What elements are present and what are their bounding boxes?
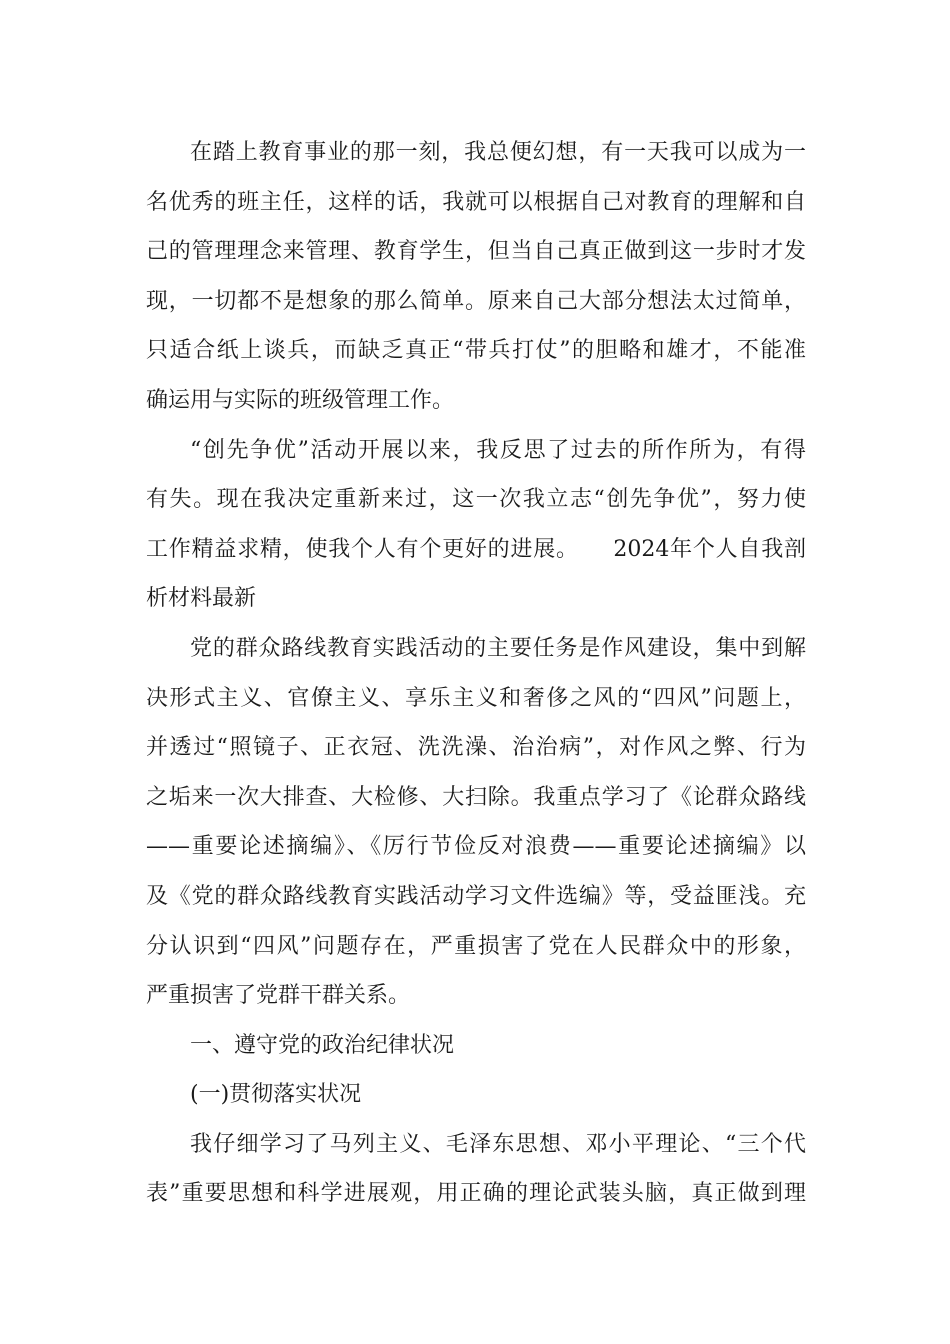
text-line: 确运用与实际的班级管理工作。 xyxy=(146,387,455,413)
document-body xyxy=(146,128,806,1219)
paragraph-2 xyxy=(146,426,806,624)
text-line: 并透过“照镜子、正衣冠、洗洗澡、治治病”，对作风之弊、行为 xyxy=(146,735,806,761)
heading-line: 一、遵守党的政治纪律状况 xyxy=(190,1032,455,1058)
text-line: ——重要论述摘编》、《厉行节俭反对浪费——重要论述摘编》以 xyxy=(146,834,806,860)
text-line: 工作精益求精，使我个人有个更好的进展。 2024年个人自我剖 xyxy=(146,536,806,562)
paragraph-3 xyxy=(146,624,806,1021)
text-line: 党的群众路线教育实践活动的主要任务是作风建设，集中到解 xyxy=(190,635,806,661)
text-line: 在踏上教育事业的那一刻，我总便幻想，有一天我可以成为一 xyxy=(190,140,806,165)
text-line: “创先争优”活动开展以来，我反思了过去的所作所为，有得 xyxy=(190,437,806,463)
text-line: 名优秀的班主任，这样的话，我就可以根据自己对教育的理解和自 xyxy=(146,189,806,215)
subsection-heading xyxy=(146,1070,806,1120)
paragraph-1 xyxy=(146,128,806,426)
text-line: 表”重要思想和科学进展观，用正确的理论武装头脑，真正做到理 xyxy=(146,1181,806,1207)
text-line: 严重损害了党群干群关系。 xyxy=(146,983,411,1009)
section-heading xyxy=(146,1021,806,1071)
text-line: 决形式主义、官僚主义、享乐主义和奢侈之风的“四风”问题上， xyxy=(146,685,806,711)
paragraph-4 xyxy=(146,1120,806,1219)
text-line: 现，一切都不是想象的那么简单。原来自己大部分想法太过简单， xyxy=(146,288,806,314)
heading-line: (一)贯彻落实状况 xyxy=(190,1082,362,1108)
text-line: 析材料最新 xyxy=(146,586,257,612)
text-line: 只适合纸上谈兵，而缺乏真正“带兵打仗”的胆略和雄才，不能准 xyxy=(146,338,806,364)
text-line: 之垢来一次大排查、大检修、大扫除。我重点学习了《论群众路线 xyxy=(146,784,806,810)
text-line: 有失。现在我决定重新来过，这一次我立志“创先争优”，努力使 xyxy=(146,487,806,513)
text-line: 及《党的群众路线教育实践活动学习文件选编》等，受益匪浅。充 xyxy=(146,883,806,909)
text-line: 我仔细学习了马列主义、毛泽东思想、邓小平理论、“三个代 xyxy=(190,1131,806,1157)
text-line: 分认识到“四风”问题存在，严重损害了党在人民群众中的形象， xyxy=(146,933,806,959)
text-line: 己的管理理念来管理、教育学生，但当自己真正做到这一步时才发 xyxy=(146,239,806,265)
